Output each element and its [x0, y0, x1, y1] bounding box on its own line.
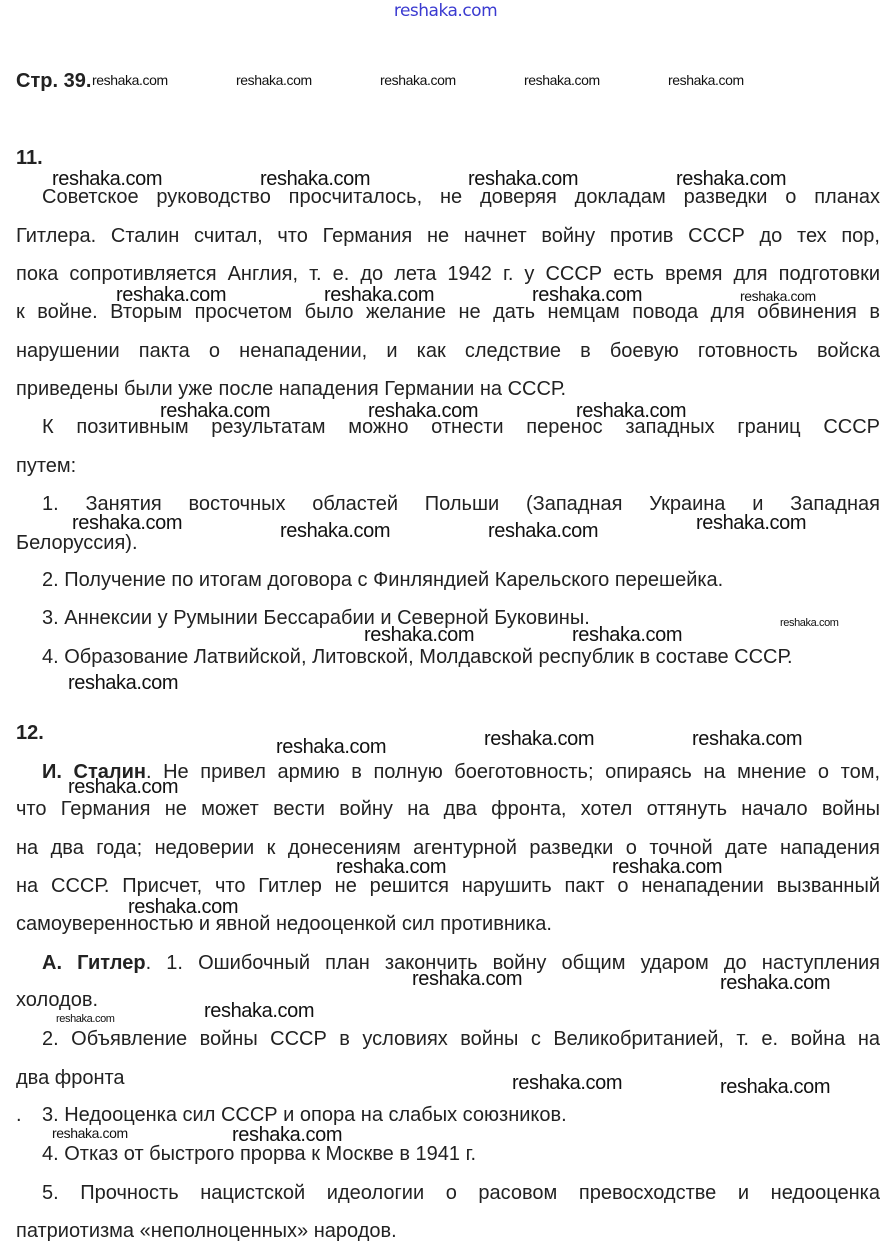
watermark: reshaka.com — [532, 284, 643, 306]
q12-hitler-line: 3. Недооценка сил СССР и опора на слабых союзников. — [42, 1104, 567, 1126]
watermark: reshaka.com — [92, 72, 168, 88]
q12-hitler-line: холодов. — [16, 989, 99, 1011]
q11-paragraph-line: путем: — [16, 455, 77, 477]
watermark: reshaka.com — [364, 624, 475, 646]
q12-stalin-line: что Германия не может вести войну на два фронта, хотел оттянуть начало войны — [16, 798, 880, 820]
watermark: reshaka.com — [52, 168, 163, 190]
hitler-text: . 1. Ошибочный план закончить войну общим ударом до наступления — [145, 952, 880, 974]
q11-list-item: 1. Занятия восточных областей Польши (Западная Украина и Западная — [42, 493, 880, 515]
q12-stalin-line: на СССР. Присчет, что Гитлер не решится нарушить пакт о ненападении вызванный — [16, 875, 880, 897]
q11-list-item: 3. Аннексии у Румынии Бессарабии и Северной Буковины. — [42, 607, 590, 629]
watermark: reshaka.com — [692, 728, 803, 750]
watermark: reshaka.com — [572, 624, 683, 646]
stray-mark: . — [16, 1104, 22, 1126]
q11-paragraph-line: пока сопротивляется Англия, т. е. до лета 1942 г. у СССР есть время для подготовки — [16, 263, 880, 285]
watermark: reshaka.com — [468, 168, 579, 190]
question-number-12: 12. — [16, 722, 44, 744]
watermark: reshaka.com — [68, 776, 179, 798]
site-header-link[interactable]: reshaka.com — [393, 1, 498, 21]
q12-hitler-line: патриотизма «неполноценных» народов. — [16, 1220, 397, 1242]
page-reference: Стр. 39. — [16, 70, 92, 92]
q11-paragraph-line: приведены были уже после нападения Германии на СССР. — [16, 378, 567, 400]
watermark: reshaka.com — [676, 168, 787, 190]
watermark: reshaka.com — [412, 968, 523, 990]
q11-paragraph-line: Советское руководство просчиталось, не доверяя докладам разведки о планах — [42, 186, 880, 208]
stalin-text: . Не привел армию в полную боеготовность; опираясь на мнение о том, — [145, 761, 880, 783]
watermark: reshaka.com — [720, 972, 831, 994]
watermark: reshaka.com — [280, 520, 391, 542]
question-number-11: 11. — [16, 147, 43, 169]
q11-paragraph-line: К позитивным результатам можно отнести перенос западных границ СССР — [42, 416, 880, 438]
q11-paragraph-line: нарушении пакта о ненападении, и как следствие в боевую готовность войска — [16, 340, 880, 362]
q11-list-item: Белоруссия). — [16, 532, 138, 554]
watermark: reshaka.com — [524, 72, 600, 88]
watermark: reshaka.com — [720, 1076, 831, 1098]
watermark: reshaka.com — [336, 856, 447, 878]
q11-list-item: 2. Получение по итогам договора с Финляндией Карельского перешейка. — [42, 569, 724, 591]
watermark: reshaka.com — [780, 617, 839, 629]
watermark: reshaka.com — [696, 512, 807, 534]
watermark: reshaka.com — [232, 1124, 343, 1146]
q12-stalin-line: самоуверенностью и явной недооценкой сил противника. — [16, 913, 552, 935]
watermark: reshaka.com — [52, 1125, 128, 1141]
q12-hitler-line: 2. Объявление войны СССР в условиях войны с Великобританией, т. е. война на — [42, 1028, 880, 1050]
watermark: reshaka.com — [116, 284, 227, 306]
watermark: reshaka.com — [204, 1000, 315, 1022]
watermark: reshaka.com — [740, 288, 816, 304]
stalin-name: И. Сталин — [42, 761, 146, 783]
watermark: reshaka.com — [380, 72, 456, 88]
q12-hitler-line: 5. Прочность нацистской идеологии о расовом превосходстве и недооценка — [42, 1182, 880, 1204]
watermark: reshaka.com — [236, 72, 312, 88]
watermark: reshaka.com — [512, 1072, 623, 1094]
watermark: reshaka.com — [488, 520, 599, 542]
q11-paragraph-line: к войне. Вторым просчетом было желание не дать немцам повода для обвинения в — [16, 301, 880, 323]
watermark: reshaka.com — [324, 284, 435, 306]
watermark: reshaka.com — [72, 512, 183, 534]
q12-stalin-line: на два года; недоверии к донесениям агентурной разведки о точной дате нападения — [16, 837, 880, 859]
watermark: reshaka.com — [260, 168, 371, 190]
watermark: reshaka.com — [668, 72, 744, 88]
q12-hitler-line: два фронта — [16, 1067, 125, 1089]
watermark: reshaka.com — [56, 1013, 115, 1025]
watermark: reshaka.com — [276, 736, 387, 758]
watermark: reshaka.com — [484, 728, 595, 750]
q12-hitler-line: 4. Отказ от быстрого прорва к Москве в 1941 г. — [42, 1143, 477, 1165]
watermark: reshaka.com — [576, 400, 687, 422]
q11-paragraph-line: Гитлера. Сталин считал, что Германия не начнет войну против СССР до тех пор, — [16, 225, 880, 247]
hitler-name: А. Гитлер — [42, 952, 146, 974]
watermark: reshaka.com — [68, 672, 179, 694]
watermark: reshaka.com — [612, 856, 723, 878]
watermark: reshaka.com — [160, 400, 271, 422]
q11-list-item: 4. Образование Латвийской, Литовской, Молдавской республик в составе СССР. — [42, 646, 793, 668]
watermark: reshaka.com — [128, 896, 239, 918]
watermark: reshaka.com — [368, 400, 479, 422]
